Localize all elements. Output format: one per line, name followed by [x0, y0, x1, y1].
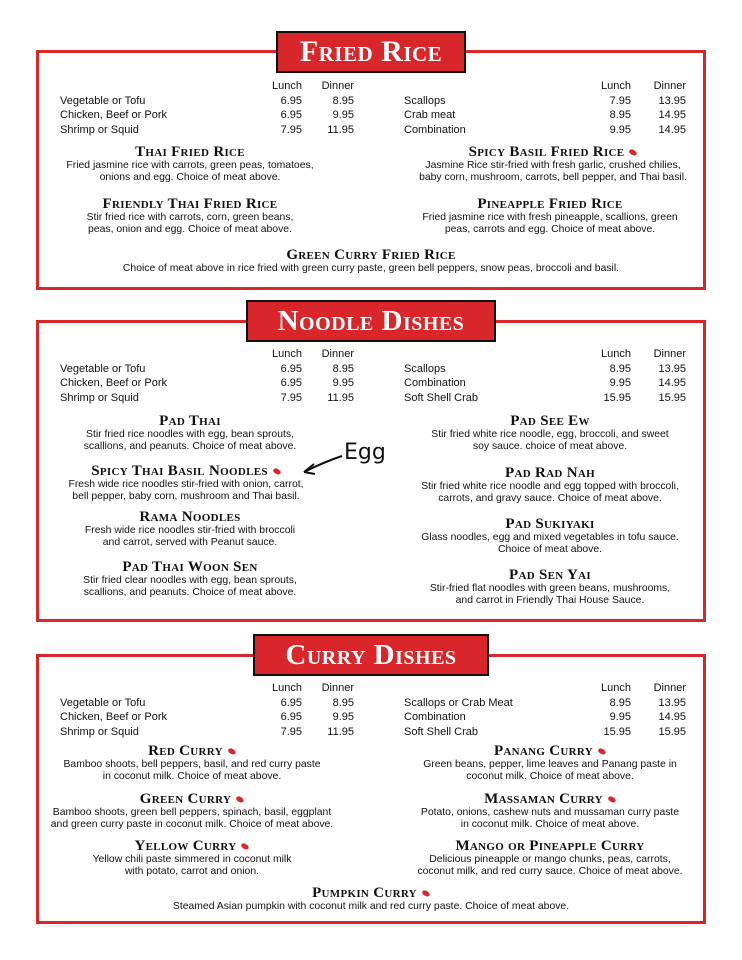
dish-desc: carrots, and gravy sauce. Choice of meat above.	[438, 492, 662, 504]
dish-pad-thai-woon-sen	[40, 559, 340, 599]
price-row: Scallops or Crab Meat 8.95 13.95	[404, 696, 686, 709]
dish-title: Pad Sukiyaki	[505, 516, 595, 532]
dish-desc: Yellow chili paste simmered in coconut milk	[92, 854, 292, 865]
dish-title: Pumpkin Curry	[312, 885, 417, 901]
dinner-header: Dinner	[653, 348, 686, 360]
price-row: Shrimp or Squid 7.95 11.95	[60, 725, 354, 738]
dinner-header: Dinner	[653, 80, 686, 92]
dish-desc: coconut milk, and red curry sauce. Choice of meat above.	[417, 865, 683, 877]
dish-pad-see-ew	[400, 413, 700, 453]
price-row: Chicken, Beef or Pork 6.95 9.95	[60, 109, 354, 121]
dish-desc: Green beans, pepper, lime leaves and Panang paste in	[423, 759, 677, 770]
dish-title: Pineapple Fried Rice	[477, 196, 623, 212]
price-row: Vegetable or Tofu 6.95 8.95	[60, 94, 354, 107]
dish-green-curry	[42, 791, 342, 831]
dish-desc: Steamed Asian pumpkin with coconut milk and red curry paste. Choice of meat above.	[172, 901, 570, 912]
dish-desc: bell pepper, baby corn, mushroom and Thai basil.	[72, 490, 300, 502]
dish-title: Panang Curry	[493, 743, 594, 759]
dish-title: Rama Noodles	[139, 509, 241, 525]
curry-prices-left	[60, 681, 354, 739]
lunch-header: Lunch	[601, 80, 631, 92]
fried-rice-prices-right	[404, 79, 686, 137]
chili-icon	[227, 747, 236, 755]
price-row: Combination 9.95 14.95	[404, 123, 686, 136]
dish-mango-pineapple-curry	[400, 838, 700, 878]
dish-desc: Stir fried rice with carrots, corn, green beans,	[86, 212, 294, 223]
noodle-prices-right	[404, 347, 686, 405]
curry-banner: Curry Dishes	[253, 634, 489, 676]
dinner-header: Dinner	[321, 80, 354, 92]
dinner-header: Dinner	[653, 682, 686, 694]
dish-desc: and carrot, served with Peanut sauce.	[102, 536, 278, 548]
chili-icon	[597, 747, 606, 755]
price-row: Chicken, Beef or Pork 6.95 9.95	[60, 711, 354, 723]
dish-title: Spicy Thai Basil Noodles	[91, 463, 268, 479]
lunch-header: Lunch	[272, 682, 302, 694]
dish-green-curry-fried-rice	[70, 247, 672, 275]
dish-spicy-thai-basil-noodles	[36, 463, 336, 503]
handwritten-arrow-icon	[298, 452, 344, 478]
lunch-header: Lunch	[272, 348, 302, 360]
chili-icon	[272, 467, 281, 475]
dish-desc: Fresh wide rice noodles stir-fried with onion, carrot,	[68, 479, 304, 490]
dish-pad-sen-yai	[400, 567, 700, 607]
dish-desc: Stir fried rice noodles with egg, bean sprouts,	[86, 429, 294, 440]
dinner-header: Dinner	[321, 682, 354, 694]
dish-friendly-thai-fried-rice	[40, 196, 340, 236]
dish-title: Green Curry Fried Rice	[286, 247, 456, 263]
dish-title: Pad Thai Woon Sen	[122, 559, 258, 575]
dish-desc: coconut milk. Choice of meat above.	[466, 770, 634, 782]
chili-icon	[241, 842, 250, 850]
dish-thai-fried-rice	[40, 144, 340, 184]
dish-desc: scallions, and peanuts. Choice of meat above.	[83, 586, 297, 598]
dish-title: Red Curry	[148, 743, 223, 759]
dish-yellow-curry	[42, 838, 342, 878]
dish-desc: Fresh wide rice noodles stir-fried with broccoli	[84, 525, 296, 536]
dish-title: Thai Fried Rice	[135, 144, 245, 160]
dish-desc: onions and egg. Choice of meat above.	[99, 171, 281, 183]
fried-rice-banner: Fried Rice	[276, 31, 466, 73]
lunch-header: Lunch	[601, 682, 631, 694]
handwritten-note: Egg	[344, 440, 386, 465]
dish-title: Spicy Basil Fried Rice	[468, 144, 625, 160]
dish-desc: Stir-fried flat noodles with green beans, mushrooms,	[429, 583, 671, 594]
price-row: Combination 9.95 14.95	[404, 711, 686, 723]
price-row: Scallops 7.95 13.95	[404, 94, 686, 107]
dish-title: Mango or Pineapple Curry	[455, 838, 645, 854]
lunch-header: Lunch	[601, 348, 631, 360]
dish-desc: peas, carrots and egg. Choice of meat above.	[444, 223, 656, 235]
dish-desc: scallions, and peanuts. Choice of meat above.	[83, 440, 297, 452]
dish-desc: Fried jasmine rice with fresh pineapple, scallions, green	[422, 212, 678, 223]
dish-desc: baby corn, mushroom, carrots, bell pepper, and Thai basil.	[419, 171, 687, 183]
chili-icon	[607, 795, 616, 803]
dish-desc: Stir fried clear noodles with egg, bean sprouts,	[83, 575, 297, 586]
price-row: Crab meat 8.95 14.95	[404, 109, 686, 121]
dish-title: Pad Rad Nah	[505, 465, 595, 481]
dish-desc: Jasmine Rice stir-fried with fresh garlic, crushed chilies,	[425, 160, 681, 171]
price-row: Scallops 8.95 13.95	[404, 362, 686, 375]
dish-desc: Choice of meat above in rice fried with green curry paste, green bell peppers, snow peas, broccoli and basil.	[122, 263, 620, 274]
dish-desc: and carrot in Friendly Thai House Sauce.	[455, 594, 645, 606]
chili-icon	[236, 795, 245, 803]
dish-desc: Stir fried white rice noodle and egg topped with broccoli,	[421, 481, 679, 492]
dish-pumpkin-curry	[70, 885, 672, 913]
dish-desc: Glass noodles, egg and mixed vegetables in tofu sauce.	[421, 532, 679, 543]
price-row: Soft Shell Crab 15.95 15.95	[404, 725, 686, 738]
dish-desc: with potato, carrot and onion.	[124, 865, 259, 877]
dinner-header: Dinner	[321, 348, 354, 360]
lunch-header: Lunch	[272, 80, 302, 92]
dish-desc: Stir fried white rice noodle, egg, broccoli, and sweet	[431, 429, 669, 440]
dish-pineapple-fried-rice	[400, 196, 700, 236]
chili-icon	[629, 148, 638, 156]
price-row: Vegetable or Tofu 6.95 8.95	[60, 362, 354, 375]
noodle-banner: Noodle Dishes	[246, 300, 496, 342]
dish-red-curry	[42, 743, 342, 783]
dish-desc: Choice of meat above.	[498, 543, 602, 555]
chili-icon	[421, 889, 430, 897]
curry-prices-right	[404, 681, 686, 739]
dish-desc: Potato, onions, cashew nuts and mussaman curry paste	[420, 807, 680, 818]
dish-title: Massaman Curry	[484, 791, 603, 807]
noodle-prices-left	[60, 347, 354, 405]
dish-title: Green Curry	[139, 791, 232, 807]
price-row: Soft Shell Crab 15.95 15.95	[404, 391, 686, 404]
dish-title: Friendly Thai Fried Rice	[102, 196, 278, 212]
dish-pad-thai	[40, 413, 340, 453]
dish-desc: Delicious pineapple or mango chunks, peas, carrots,	[429, 854, 671, 865]
dish-desc: soy sauce. choice of meat above.	[472, 440, 628, 452]
dish-title: Pad See Ew	[510, 413, 590, 429]
dish-desc: and green curry paste in coconut milk. Choice of meat above.	[50, 818, 334, 830]
dish-desc: in coconut milk. Choice of meat above.	[102, 770, 282, 782]
dish-title: Pad Thai	[159, 413, 221, 429]
price-row: Combination 9.95 14.95	[404, 377, 686, 389]
dish-desc: Bamboo shoots, green bell peppers, spinach, basil, eggplant	[52, 807, 332, 818]
price-row: Shrimp or Squid 7.95 11.95	[60, 391, 354, 404]
dish-massaman-curry	[400, 791, 700, 831]
price-row: Chicken, Beef or Pork 6.95 9.95	[60, 377, 354, 389]
dish-spicy-basil-fried-rice	[403, 144, 703, 184]
dish-desc: Fried jasmine rice with carrots, green peas, tomatoes,	[66, 160, 314, 171]
dish-panang-curry	[400, 743, 700, 783]
dish-pad-sukiyaki	[400, 516, 700, 556]
dish-desc: Bamboo shoots, bell peppers, basil, and red curry paste	[63, 759, 321, 770]
price-row: Vegetable or Tofu 6.95 8.95	[60, 696, 354, 709]
dish-title: Yellow Curry	[134, 838, 237, 854]
dish-desc: in coconut milk. Choice of meat above.	[460, 818, 640, 830]
dish-pad-rad-nah	[400, 465, 700, 505]
dish-title: Pad Sen Yai	[509, 567, 591, 583]
dish-rama-noodles	[40, 509, 340, 549]
price-row: Shrimp or Squid 7.95 11.95	[60, 123, 354, 136]
dish-desc: peas, onion and egg. Choice of meat above.	[88, 223, 292, 235]
fried-rice-prices-left	[60, 79, 354, 137]
